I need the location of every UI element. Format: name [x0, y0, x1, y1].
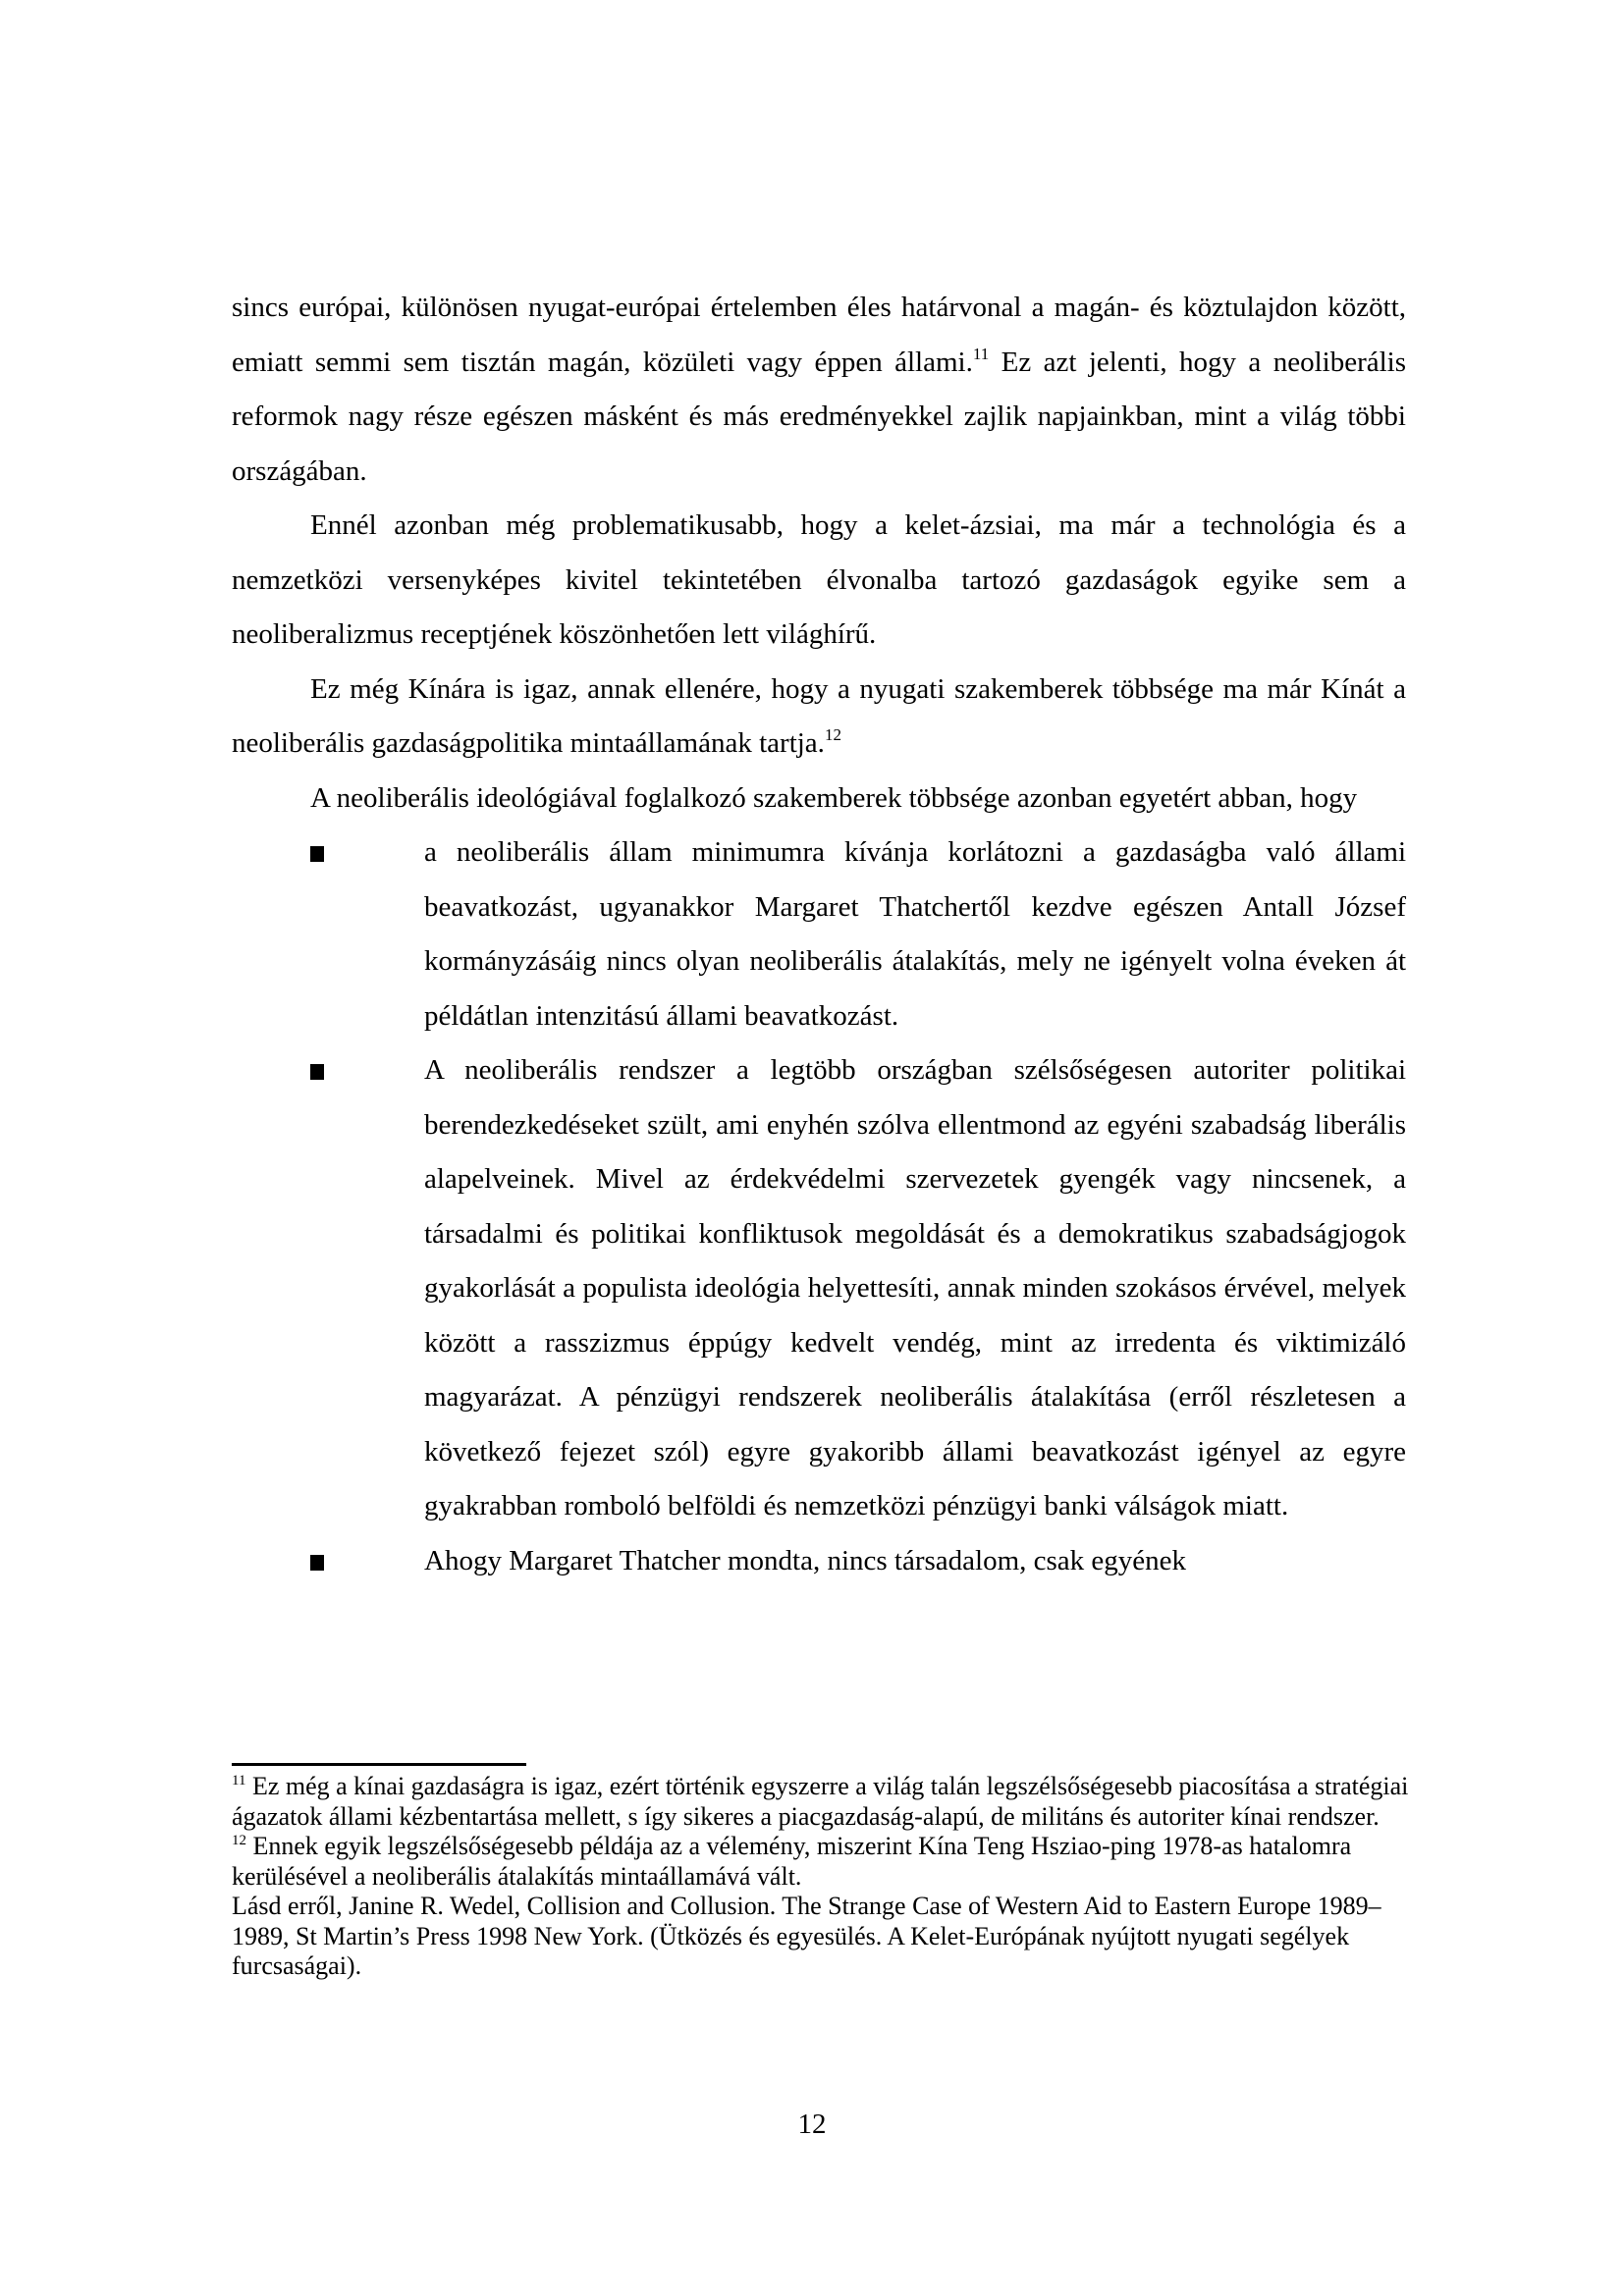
footnote-separator [232, 1763, 526, 1766]
footnote-ref-12[interactable]: 12 [824, 725, 841, 744]
footnote-ref-11[interactable]: 11 [972, 344, 990, 363]
bullet-text: a neoliberális állam minimumra kívánja korlátozni a gazdaságba való állami beavatkozást, ugyanakkor Margaret Thatchertől kezdve egészen Antall József kormányzásáig nincs olyan neoliberális átalakítás, mely ne igényelt volna éveken át példátlan intenzitású állami beavatkozást. [424, 836, 1406, 1032]
footnotes [232, 1772, 1410, 1982]
footnote-11 [232, 1772, 1410, 1832]
bullet-item [232, 1043, 1406, 1534]
bullet-text: A neoliberális rendszer a legtöbb országban szélsőségesen autoriter politikai berendezkedéseket szült, ami enyhén szólva ellentmond az egyéni szabadság liberális alapelveinek. Mivel az érdekvédelmi szervezetek gyengék vagy nincsenek, a társadalmi és politikai konfliktusok megoldását és a demokratikus szabadságjogok gyakorlását a populista ideológia helyettesíti, annak minden szokásos érvével, melyek között a rasszizmus éppúgy kedvelt vendég, mint az irredenta és viktimizáló magyarázat. A pénzügyi rendszerek neoliberális átalakítása (erről részletesen a következő fejezet szól) egyre gyakoribb állami beavatkozást igényel az egyre gyakrabban romboló belföldi és nemzetközi pénzügyi banki válságok miatt. [424, 1054, 1406, 1522]
footnote-number: 12 [232, 1833, 246, 1848]
square-bullet-icon [310, 846, 324, 862]
bullet-text: Ahogy Margaret Thatcher mondta, nincs társadalom, csak egyének [424, 1544, 1187, 1576]
bullet-item [232, 826, 1406, 1043]
paragraph-2: Ennél azonban még problematikusabb, hogy a kelet-ázsiai, ma már a technológia és a nemzetközi versenyképes kivitel tekintetében élvonalba tartozó gazdaságok egyike sem a neoliberalizmus receptjének köszönhetően lett világhírű. [232, 509, 1406, 650]
paragraph-4: A neoliberális ideológiával foglalkozó szakemberek többsége azonban egyetért abban, hogy [310, 781, 1358, 814]
page-number: 12 [797, 2109, 827, 2140]
footnote-text: Ennek egyik legszélsőségesebb példája az a vélemény, miszerint Kína Teng Hsziao-ping 1978-as hatalomra kerülésével a neoliberális átalakítás mintaállamává vált. [232, 1832, 1352, 1891]
bullet-list [232, 826, 1406, 1588]
paragraph-1-continued: Ez azt jelenti, hogy a neoliberális reformok nagy része egészen másként és más eredményekkel zajlik napjainkban, mint a világ többi országában. [232, 346, 1406, 487]
footnote-number: 11 [232, 1773, 246, 1789]
footnote-text: Ez még a kínai gazdaságra is igaz, ezért történik egyszerre a világ talán legszélsőségesebb piacosítása a stratégiai ágazatok állami kézbentartása mellett, s így sikeres a piacgazdaság-alapú, de militáns és autoriter kínai rendszer. [232, 1772, 1409, 1831]
square-bullet-icon [310, 1555, 324, 1571]
paragraph-3 [232, 663, 1406, 772]
footnote-12 [232, 1832, 1410, 1982]
footnote-text-continued: Lásd erről, Janine R. Wedel, Collision and Collusion. The Strange Case of Western Aid to Eastern Europe 1989–1989, St Martin’s Press 1998 New York. (Ütközés és egyesülés. A Kelet-Európának nyújtott nyugati segélyek furcsaságai). [232, 1892, 1381, 1980]
body-text [232, 281, 1406, 1588]
square-bullet-icon [310, 1064, 324, 1080]
paragraph-1 [232, 281, 1406, 499]
paragraph-1-text: sincs európai, különösen nyugat-európai értelemben éles határvonal a magán- és köztulajdon között, emiatt semmi sem tisztán magán, közületi vagy éppen állami. [232, 292, 1406, 378]
bullet-item [232, 1534, 1406, 1589]
paragraph-3-text: Ez még Kínára is igaz, annak ellenére, hogy a nyugati szakemberek többsége ma már Kínát a neoliberális gazdaságpolitika mintaállamának tartja. [232, 672, 1406, 759]
